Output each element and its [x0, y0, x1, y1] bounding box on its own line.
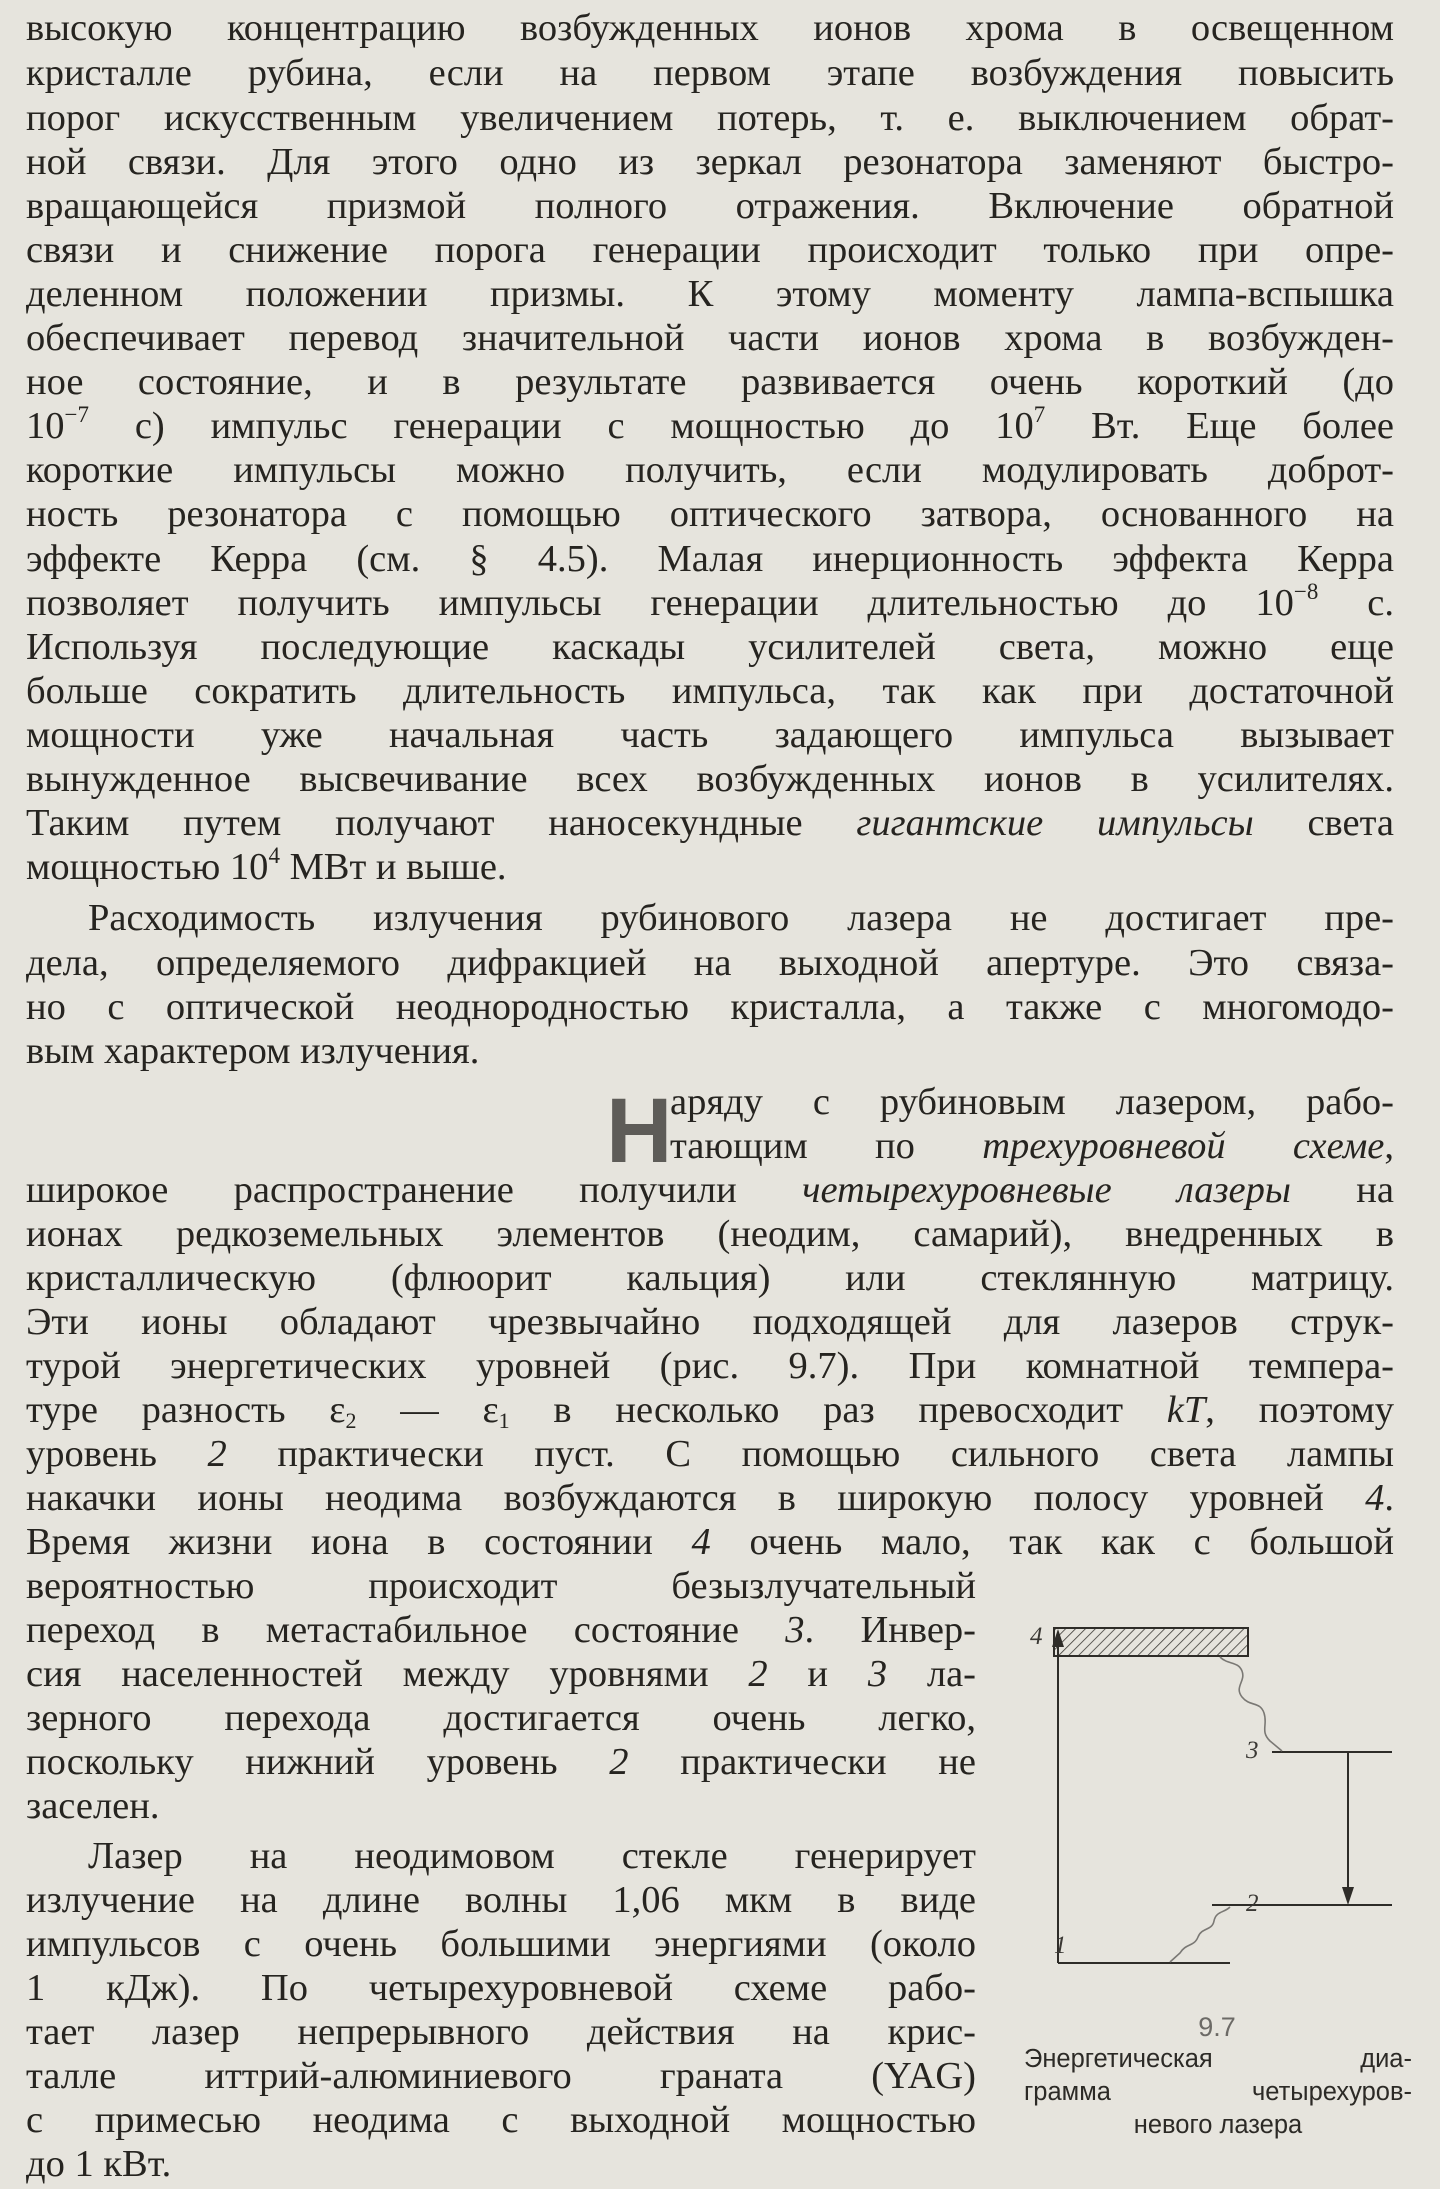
text-line: зерного перехода достигается очень легко,	[26, 1697, 976, 1739]
text-line: ность резонатора с помощью оптического затвора, основанного на	[26, 493, 1394, 535]
text-line: вероятностью происходит безызлучательный	[26, 1565, 976, 1607]
text-line: турой энергетических уровней (рис. 9.7). При комнатной темпера-	[26, 1345, 1394, 1387]
text-line: Используя последующие каскады усилителей света, можно еще	[26, 626, 1394, 668]
text-line: мощности уже начальная часть задающего импульса вызывает	[26, 714, 1394, 756]
text-line: позволяет получить импульсы генерации длительностью до $10^{-8}$ с.	[26, 579, 1395, 624]
text-line: тающим по трехуровневой схеме,	[670, 1125, 1394, 1167]
text-line: импульсов с очень большими энергиями (около	[26, 1923, 976, 1965]
text-line: широкое распространение получили четырехуровневые лазеры на	[26, 1169, 1394, 1211]
text-line: короткие импульсы можно получить, если модулировать доброт-	[26, 449, 1394, 491]
level-4-band	[1054, 1628, 1248, 1656]
diagram-svg	[1020, 1555, 1440, 2035]
text-line: связи и снижение порога генерации происходит только при опре-	[26, 229, 1394, 271]
text-line: обеспечивает перевод значительной части ионов хрома в возбужден-	[26, 317, 1394, 359]
text-line: Лазер на неодимовом стекле генерирует	[88, 1835, 976, 1877]
text-line: талле иттрий-алюминиевого граната (YAG)	[26, 2055, 976, 2097]
text-line: вынужденное высвечивание всех возбужденных ионов в усилителях.	[26, 758, 1394, 800]
figure-caption-line: Энергетическая диа-	[1024, 2045, 1412, 2073]
text-line: высокую концентрацию возбужденных ионов хрома в освещенном	[26, 7, 1394, 49]
text-line: ионах редкоземельных элементов (неодим, самарий), внедренных в	[26, 1213, 1394, 1255]
laser-arrow-head	[1342, 1887, 1354, 1905]
text-line: излучение на длине волны 1,06 мкм в виде	[26, 1879, 976, 1921]
relaxation-wave-2-1	[1170, 1907, 1230, 1962]
drop-cap: Н	[606, 1080, 673, 1182]
figure-caption-line: грамма четырехуров-	[1024, 2078, 1412, 2106]
text-line: с примесью неодима с выходной мощностью	[26, 2099, 976, 2141]
figure-caption-line: невого лазера	[1133, 2111, 1303, 2139]
text-line: туре разность $\varepsilon_2$ — $\varepsilon_1$ в несколько раз превосходит kT, поэтому	[26, 1389, 1394, 1433]
energy-level-diagram	[1020, 1555, 1440, 2035]
text-line: кристаллическую (флюорит кальция) или стеклянную матрицу.	[26, 1257, 1394, 1299]
text-line: вым характером излучения.	[26, 1030, 480, 1072]
text-line: накачки ионы неодима возбуждаются в широкую полосу уровней 4.	[26, 1477, 1394, 1519]
text-line: ное состояние, и в результате развивается очень короткий (до	[26, 361, 1394, 403]
text-line: деленном положении призмы. К этому моменту лампа-вспышка	[26, 273, 1394, 315]
level-label-1: 1	[1054, 1932, 1067, 1959]
text-line: дела, определяемого дифракцией на выходной апертуре. Это связа-	[26, 942, 1394, 984]
text-line: сия населенностей между уровнями 2 и 3 ла-	[26, 1653, 976, 1695]
text-line: порог искусственным увеличением потерь, т. е. выключением обрат-	[26, 97, 1394, 139]
text-line: Эти ионы обладают чрезвычайно подходящей для лазеров струк-	[26, 1301, 1394, 1343]
text-line: кристалле рубина, если на первом этапе возбуждения повысить	[26, 52, 1394, 94]
text-line: 1 кДж). По четырехуровневой схеме рабо-	[26, 1967, 976, 2009]
text-line: Время жизни иона в состоянии 4 очень мало, так как с большой	[26, 1521, 1395, 1563]
text-line: переход в метастабильное состояние 3. Инвер-	[26, 1609, 976, 1651]
text-line: но с оптической неоднородностью кристалла, а также с многомодо-	[26, 986, 1394, 1028]
text-line: эффекте Керра (см. § 4.5). Малая инерционность эффекта Керра	[26, 538, 1394, 580]
text-line: поскольку нижний уровень 2 практически не	[26, 1741, 976, 1783]
level-label-3: 3	[1246, 1737, 1259, 1764]
text-line: больше сократить длительность импульса, так как при достаточной	[26, 670, 1394, 712]
text-line: $10^{-7}$ с) импульс генерации с мощностью до $10^7$ Вт. Еще более	[26, 402, 1394, 447]
text-line: аряду с рубиновым лазером, рабо-	[670, 1081, 1394, 1123]
text-line: Таким путем получают наносекундные гигантские импульсы света	[26, 802, 1394, 844]
text-line: заселен.	[26, 1785, 160, 1827]
text-line: Расходимость излучения рубинового лазера не достигает пре-	[88, 897, 1394, 939]
text-line: ной связи. Для этого одно из зеркал резонатора заменяют быстро-	[26, 141, 1394, 183]
text-line: тает лазер непрерывного действия на крис-	[26, 2011, 976, 2053]
level-label-2: 2	[1246, 1890, 1259, 1917]
text-line: уровень 2 практически пуст. С помощью сильного света лампы	[26, 1433, 1394, 1475]
text-line: вращающейся призмой полного отражения. Включение обратной	[26, 185, 1394, 227]
text-line: мощностью $10^4$ МВт и выше.	[26, 843, 507, 888]
figure-number: 9.7	[1198, 2012, 1236, 2042]
text-line: до 1 кВт.	[26, 2143, 172, 2185]
level-label-4: 4	[1030, 1623, 1043, 1650]
